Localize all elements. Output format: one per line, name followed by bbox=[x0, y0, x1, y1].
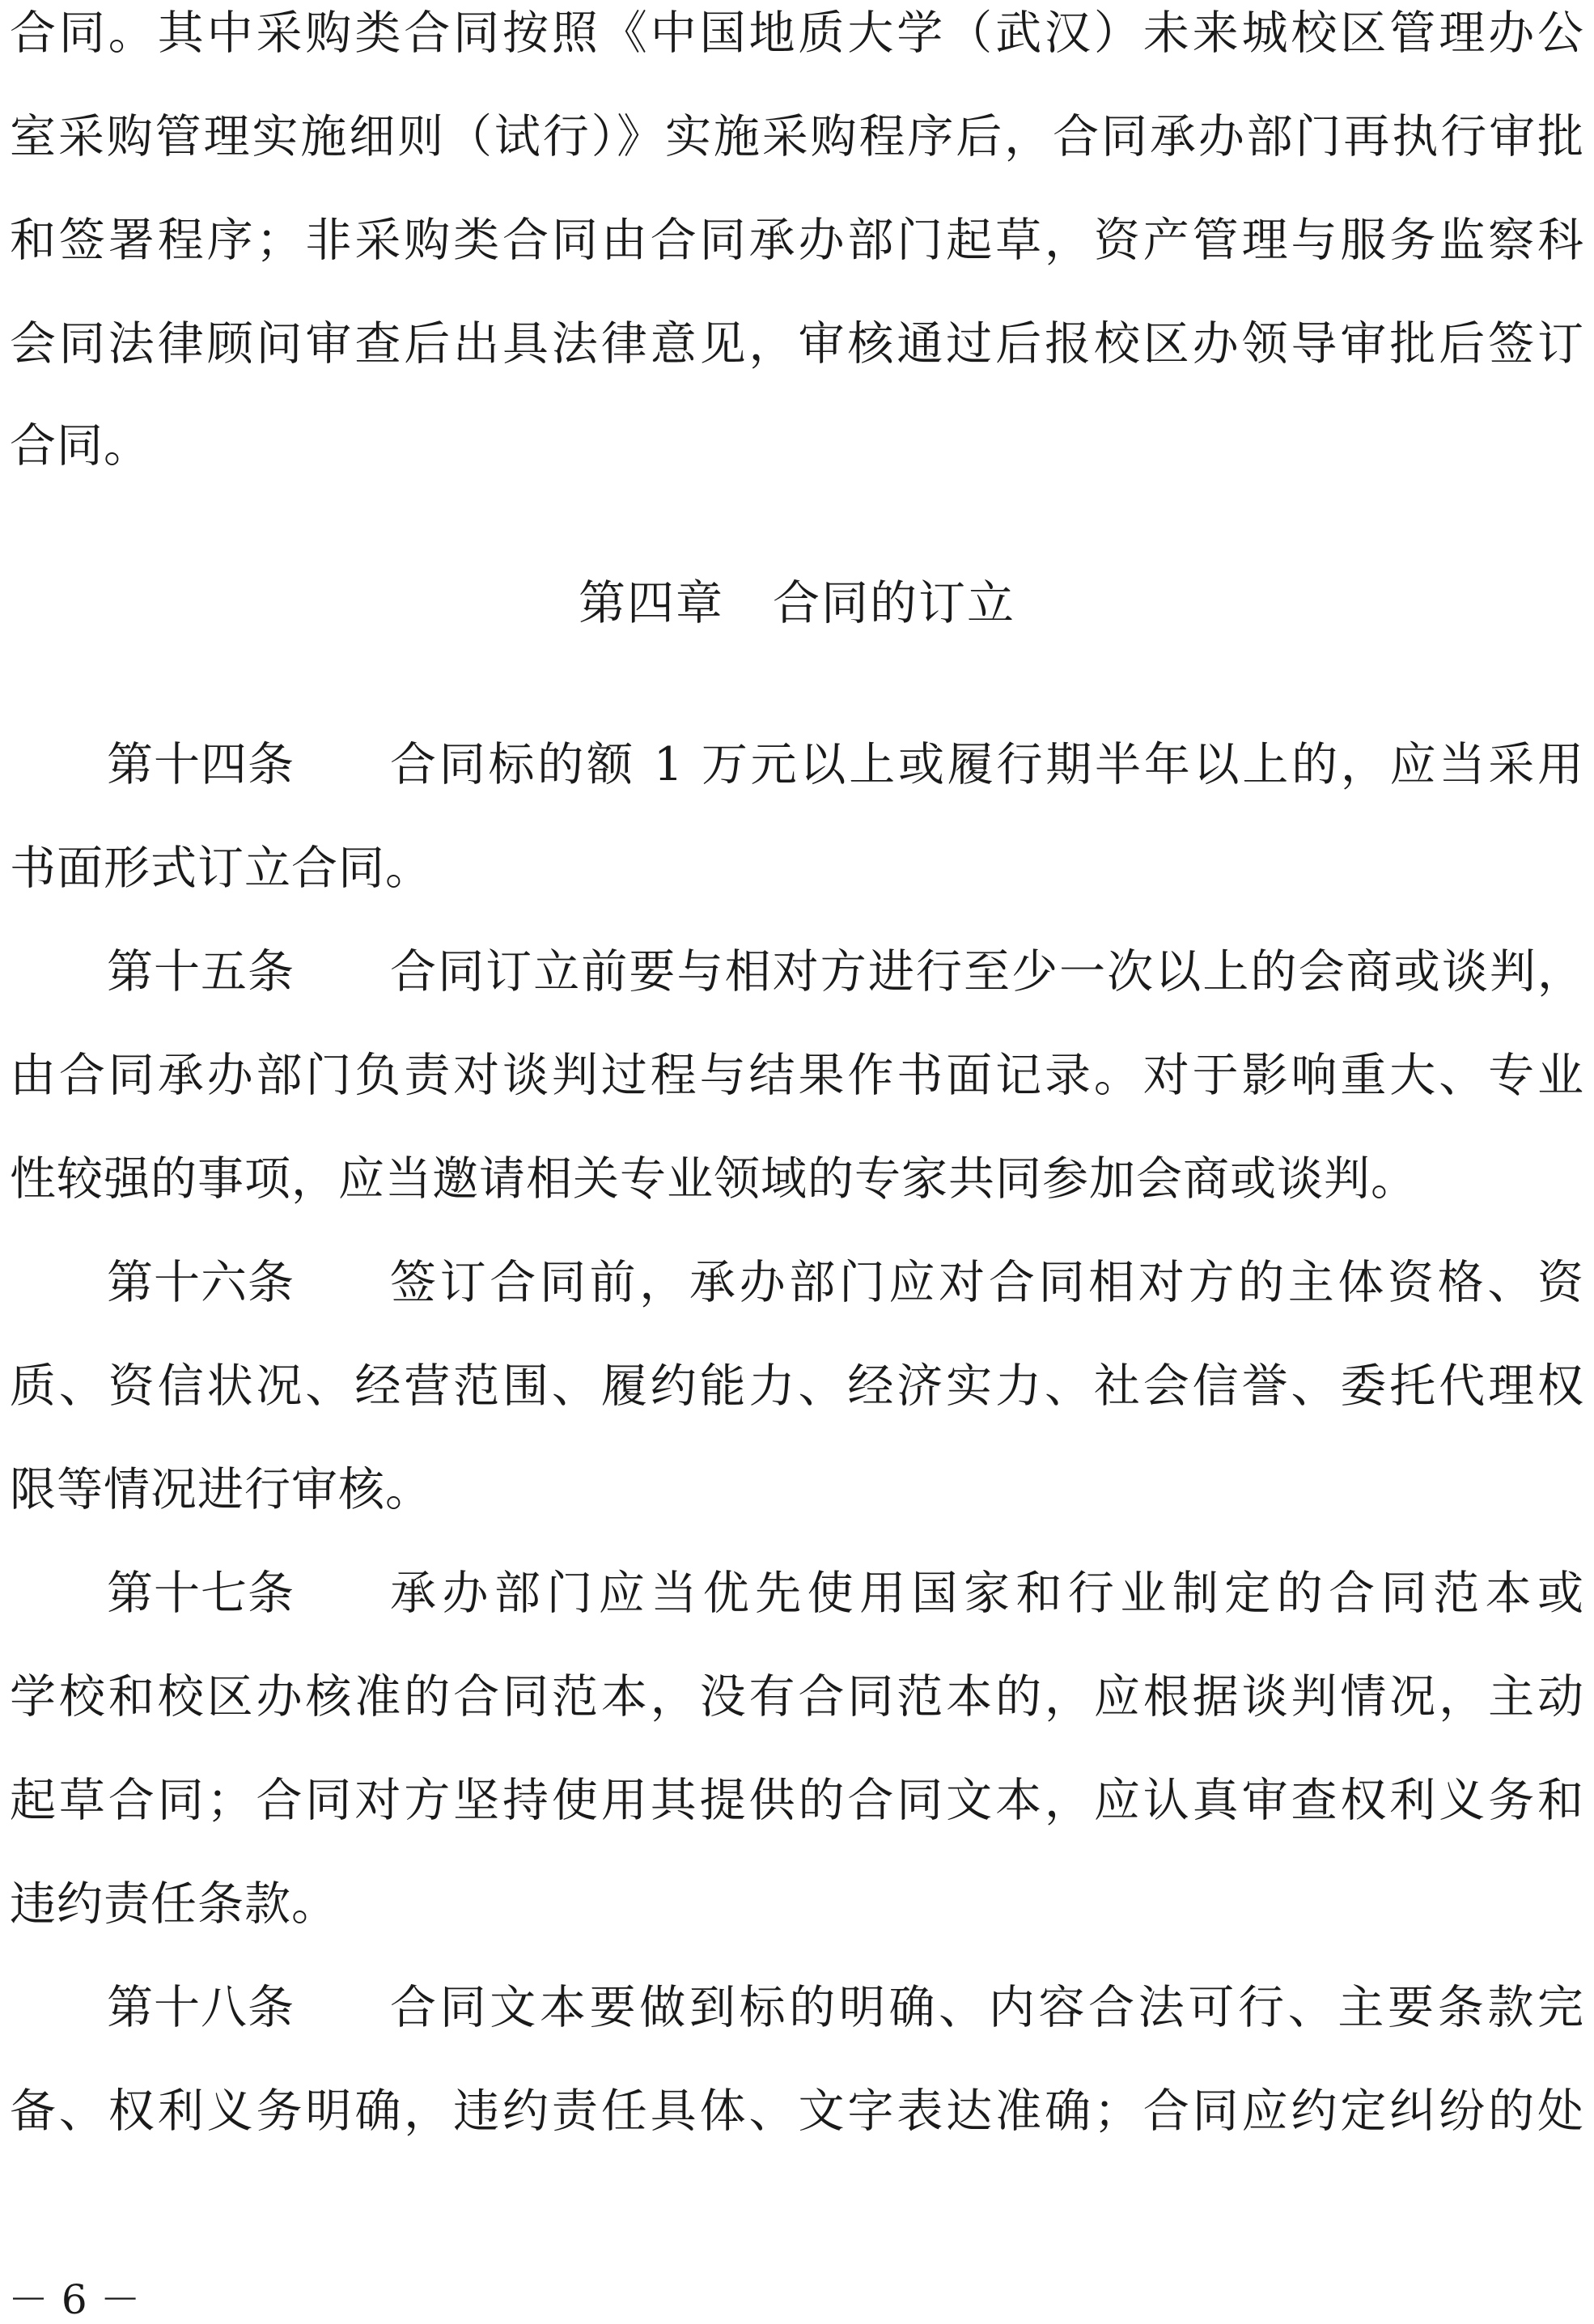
continuation-line-1: 合同。其中采购类合同按照《中国地质大学（武汉）未来城校区管理办公 bbox=[10, 6, 1584, 60]
article-14-text: 合同标的额 1 万元以上或履行期半年以上的，应当采用 bbox=[390, 738, 1584, 791]
page-number: － 6 － bbox=[8, 2276, 141, 2323]
article-16-text: 签订合同前，承办部门应对合同相对方的主体资格、资 bbox=[390, 1256, 1584, 1309]
article-18-label: 第十八条 bbox=[107, 1981, 295, 2034]
article-14-first-line bbox=[107, 738, 1584, 791]
continuation-line-4: 会同法律顾问审查后出具法律意见，审核通过后报校区办领导审批后签订 bbox=[10, 317, 1584, 371]
article-16-label: 第十六条 bbox=[107, 1256, 295, 1309]
article-15-text: 合同订立前要与相对方进行至少一次以上的会商或谈判， bbox=[390, 945, 1584, 999]
article-17-line-4: 违约责任条款。 bbox=[10, 1877, 338, 1931]
continuation-line-3: 和签署程序；非采购类合同由合同承办部门起草，资产管理与服务监察科 bbox=[10, 214, 1584, 267]
article-15-line-2: 由合同承办部门负责对谈判过程与结果作书面记录。对于影响重大、专业 bbox=[10, 1049, 1584, 1102]
article-17-line-2: 学校和校区办核准的合同范本，没有合同范本的，应根据谈判情况，主动 bbox=[10, 1670, 1584, 1724]
article-16-line-2: 质、资信状况、经营范围、履约能力、经济实力、社会信誉、委托代理权 bbox=[10, 1359, 1584, 1413]
article-17-text: 承办部门应当优先使用国家和行业制定的合同范本或 bbox=[390, 1567, 1584, 1620]
article-16-line-3: 限等情况进行审核。 bbox=[10, 1463, 432, 1516]
article-18-line-2: 备、权利义务明确，违约责任具体、文字表达准确；合同应约定纠纷的处 bbox=[10, 2084, 1584, 2138]
chapter-title: 第四章 合同的订立 bbox=[578, 575, 1015, 630]
article-17-line-3: 起草合同；合同对方坚持使用其提供的合同文本，应认真审查权利义务和 bbox=[10, 1774, 1584, 1827]
continuation-line-2: 室采购管理实施细则（试行）》实施采购程序后，合同承办部门再执行审批 bbox=[10, 110, 1584, 163]
article-18-first-line bbox=[107, 1981, 1584, 2034]
article-18-text: 合同文本要做到标的明确、内容合法可行、主要条款完 bbox=[390, 1981, 1584, 2034]
article-15-line-3: 性较强的事项，应当邀请相关专业领域的专家共同参加会商或谈判。 bbox=[10, 1152, 1418, 1206]
article-15-label: 第十五条 bbox=[107, 945, 295, 999]
article-16-first-line bbox=[107, 1256, 1584, 1309]
article-17-label: 第十七条 bbox=[107, 1567, 295, 1620]
article-14-label: 第十四条 bbox=[107, 738, 295, 791]
continuation-line-5: 合同。 bbox=[10, 419, 150, 473]
article-14-line-2: 书面形式订立合同。 bbox=[10, 842, 432, 895]
article-15-first-line bbox=[107, 945, 1584, 999]
article-17-first-line bbox=[107, 1567, 1584, 1620]
